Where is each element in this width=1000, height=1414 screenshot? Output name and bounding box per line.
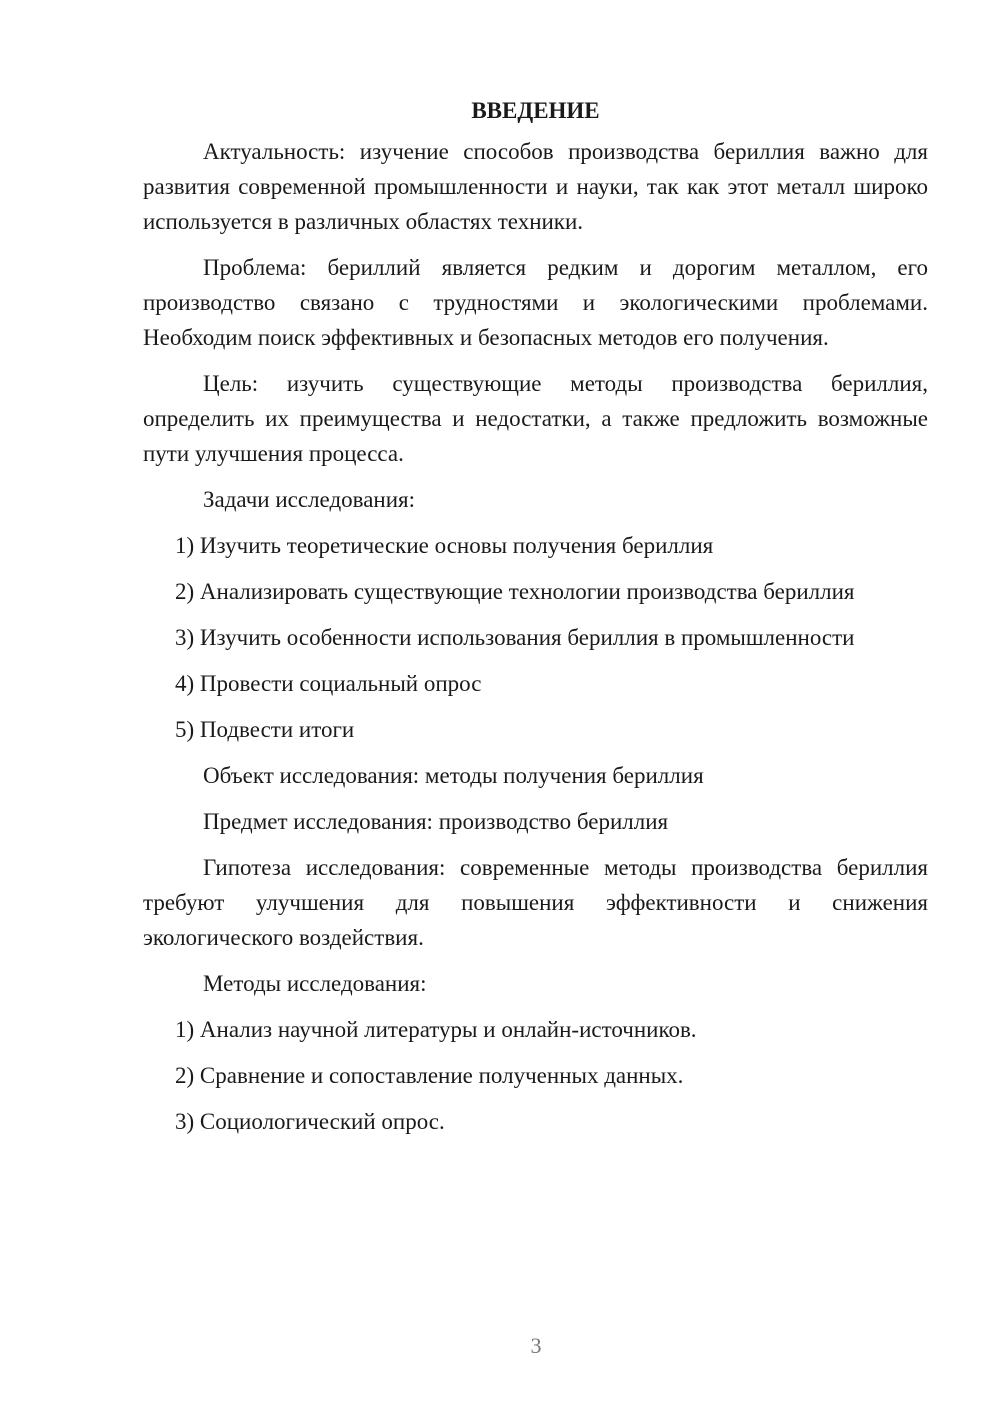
task-item: 2) Анализировать существующие технологии производства бериллия bbox=[175, 579, 855, 604]
task-item: 5) Подвести итоги bbox=[175, 717, 355, 742]
hypothesis-paragraph: Гипотеза исследования: современные методы производства бериллия требуют улучшения для повышения эффективности и снижения экологического воздействия. bbox=[143, 855, 928, 950]
task-item: 4) Провести социальный опрос bbox=[175, 671, 482, 696]
goal-paragraph: Цель: изучить существующие методы производства бериллия, определить их преимущества и недостатки, а также предложить возможные пути улучшения процесса. bbox=[143, 371, 928, 466]
method-item: 3) Социологический опрос. bbox=[175, 1109, 445, 1134]
object-paragraph: Объект исследования: методы получения бериллия bbox=[203, 763, 704, 788]
tasks-title: Задачи исследования: bbox=[203, 487, 416, 512]
method-item: 1) Анализ научной литературы и онлайн-источников. bbox=[175, 1017, 697, 1042]
page-number: 3 bbox=[530, 1333, 542, 1358]
document-body bbox=[143, 93, 928, 1150]
methods-title: Методы исследования: bbox=[203, 971, 427, 996]
method-item: 2) Сравнение и сопоставление полученных данных. bbox=[175, 1063, 684, 1088]
page-title: ВВЕДЕНИЕ bbox=[471, 98, 600, 123]
subject-paragraph: Предмет исследования: производство бериллия bbox=[203, 809, 669, 834]
problem-paragraph: Проблема: бериллий является редким и дорогим металлом, его производство связано с трудностями и экологическими проблемами. Необходим поиск эффективных и безопасных методов его получения. bbox=[143, 255, 928, 350]
actuality-paragraph: Актуальность: изучение способов производства бериллия важно для развития современной промышленности и науки, так как этот металл широко используется в различных областях техники. bbox=[143, 139, 928, 234]
task-item: 1) Изучить теоретические основы получения бериллия bbox=[175, 533, 714, 558]
task-item: 3) Изучить особенности использования бериллия в промышленности bbox=[175, 625, 855, 650]
